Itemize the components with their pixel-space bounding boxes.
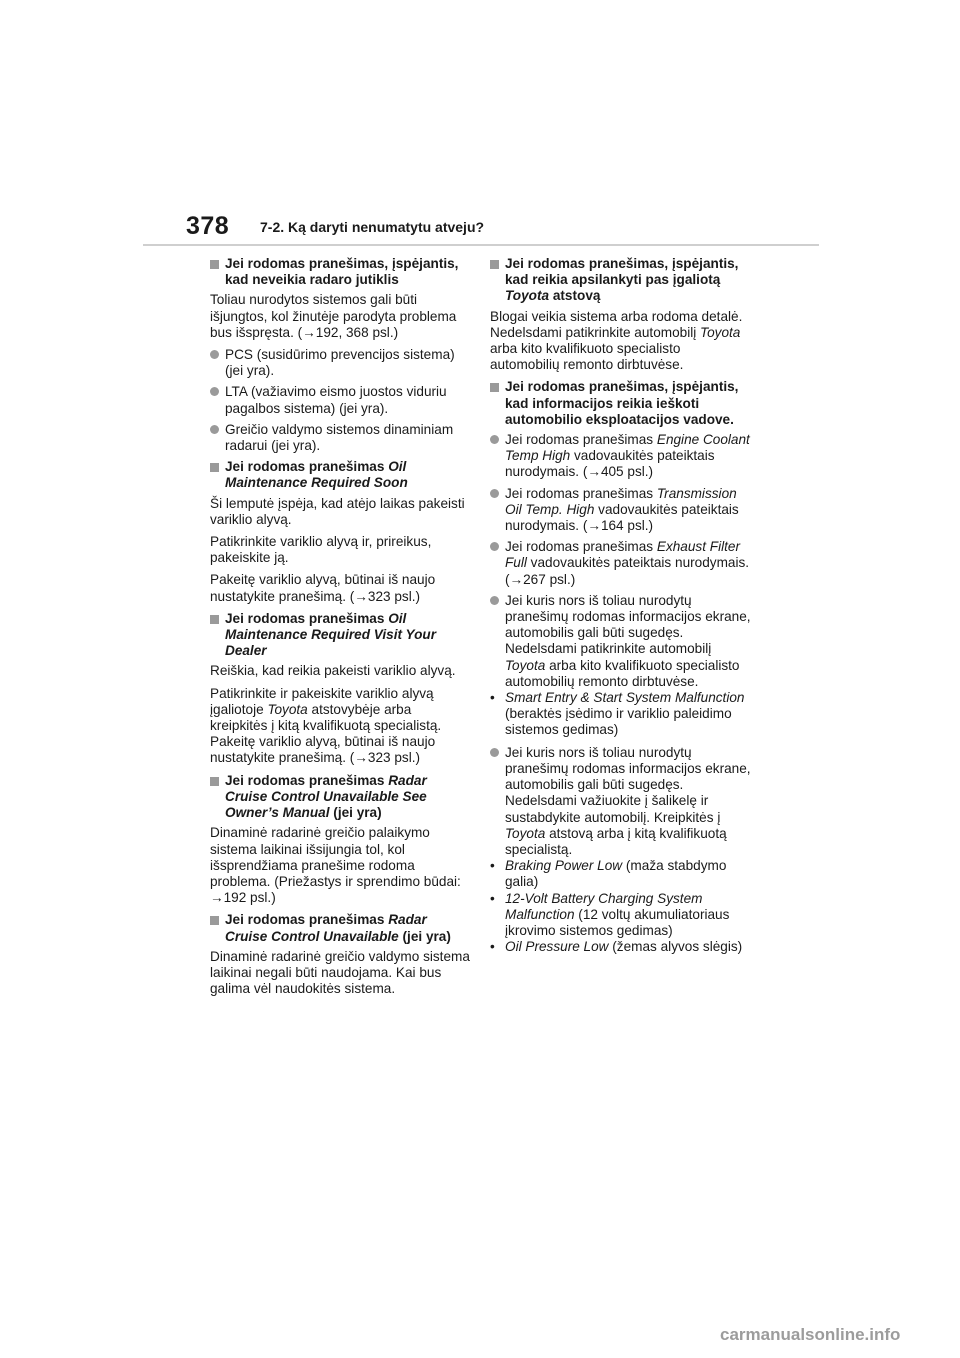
bullet-item <box>490 745 752 858</box>
page-number: 378 <box>186 212 230 240</box>
text: vadovaukitės pateiktais nurodymais. (→164 psl.) <box>505 501 739 534</box>
section-heading-radar-cruise-manual <box>210 773 472 822</box>
section-heading-oil-dealer <box>210 611 472 660</box>
brand-name: Toyota <box>267 701 308 717</box>
heading-text: atstovą <box>549 288 601 304</box>
text: arba kito kvalifikuoto specialisto automobilių remonto dirbtuvėse. <box>490 341 684 373</box>
page-header <box>0 0 960 250</box>
heading-text: (jei yra) <box>398 928 451 944</box>
paragraph: Dinaminė radarinė greičio palaikymo sistema laikinai išsijungia tol, kol išsprendžiama pranešime rodoma problema. (Priežastys ir sprendimo būdai: →192 psl.) <box>210 825 461 906</box>
text: Patikrinkite ir pakeiskite variklio alyvą įgaliotoje <box>210 685 434 717</box>
section-heading-radar-sensor: Jei rodomas pranešimas, įspėjantis, kad neveikia radaro jutiklis <box>210 256 472 288</box>
dash-item <box>490 858 752 890</box>
heading-text: Jei rodomas pranešimas <box>225 459 389 475</box>
chapter-title: 7-2. Ką daryti nenumatytu atveju? <box>260 219 485 235</box>
message-name: Engine Coolant Temp High <box>505 432 750 464</box>
heading-text: Jei rodomas pranešimas, įspėjantis, kad reikia apsilankyti pas įgaliotą <box>505 256 739 288</box>
paragraph: Pakeitę variklio alyvą, būtinai iš naujo nustatykite pranešimą. (→323 psl.) <box>210 572 436 604</box>
message-name: Oil Pressure Low <box>505 939 609 955</box>
message-name: Transmission Oil Temp. High <box>505 485 737 517</box>
bullet-item: Greičio valdymo sistemos dinaminiam radarui (jei yra). <box>210 422 472 454</box>
message-name: Smart Entry & Start System Malfunction <box>505 690 745 706</box>
header-divider <box>143 244 819 246</box>
heading-text: (jei yra) <box>329 805 382 821</box>
brand-name: Toyota <box>700 324 741 340</box>
heading-text: Jei rodomas pranešimas <box>225 772 389 788</box>
message-name: Radar Cruise Control Unavailable <box>225 912 427 944</box>
text: Jei rodomas pranešimas <box>505 485 657 501</box>
section-heading-radar-cruise <box>210 912 472 944</box>
message-name: Oil Maintenance Required Visit Your Dealer <box>225 610 437 659</box>
text: Jei rodomas pranešimas <box>505 539 657 555</box>
section-heading-owner-manual: Jei rodomas pranešimas, įspėjantis, kad informacijos reikia ieškoti automobilio eksploatacijos vadove. <box>490 379 752 428</box>
message-name: Radar Cruise Control Unavailable See Owner’s Manual <box>225 772 427 821</box>
left-column <box>210 256 472 1003</box>
heading-text: Jei rodomas pranešimas <box>225 610 389 626</box>
right-column <box>490 256 752 955</box>
bullet-item: PCS (susidūrimo prevencijos sistema) (jei yra). <box>210 347 472 379</box>
text: (12 voltų akumuliatoriaus įkrovimo sistemos gedimas) <box>505 906 730 938</box>
text: Jei kuris nors iš toliau nurodytų pranešimų rodomas informacijos ekrane, automobilis gali būti sugedęs. Nedelsdami važiuokite į šalikelę ir sustabdykite automobilį. Kreipkitės į <box>505 744 751 825</box>
brand-name: Toyota <box>505 657 546 673</box>
dash-item <box>490 891 752 940</box>
paragraph: Dinaminė radarinė greičio valdymo sistema laikinai negali būti naudojama. Kai bus galima vėl naudokitės sistema. <box>210 948 470 997</box>
text: (maža stabdymo galia) <box>505 858 727 890</box>
paragraph: Patikrinkite variklio alyvą ir, prireikus, pakeiskite ją. <box>210 534 432 566</box>
text: Jei kuris nors iš toliau nurodytų pranešimų rodomas informacijos ekrane, automobilis gali būti sugedęs. Nedelsdami patikrinkite automobilį <box>505 592 751 657</box>
dash-item <box>490 939 752 955</box>
bullet-item <box>490 593 752 690</box>
watermark: carmanualsonline.info <box>720 1325 901 1344</box>
paragraph: Reiškia, kad reikia pakeisti variklio alyvą. <box>210 663 456 679</box>
paragraph: Ši lemputė įspėja, kad atėjo laikas pakeisti variklio alyvą. <box>210 495 465 527</box>
bullet-item <box>490 539 752 588</box>
text: (žemas alyvos slėgis) <box>608 939 743 955</box>
message-name: Exhaust Filter Full <box>505 539 740 571</box>
section-heading-visit-dealer <box>490 256 752 305</box>
paragraph: Toliau nurodytos sistemos gali būti išjungtos, kol žinutėje parodyta problema bus išspręsta. (→192, 368 psl.) <box>210 292 457 340</box>
text: (beraktės įsėdimo ir variklio paleidimo sistemos gedimas) <box>505 706 732 738</box>
paragraph <box>490 309 752 374</box>
bullet-item: LTA (važiavimo eismo juostos viduriu pagalbos sistema) (jei yra). <box>210 384 472 416</box>
message-name: Braking Power Low <box>505 858 623 874</box>
bullet-item <box>490 486 752 535</box>
text: atstovą arba į kitą kvalifikuotą specialistą. <box>505 825 727 857</box>
dash-item <box>490 690 752 739</box>
section-heading-oil-soon <box>210 459 472 491</box>
text: arba kito kvalifikuoto specialisto automobilių remonto dirbtuvėse. <box>505 657 740 689</box>
message-name: 12-Volt Battery Charging System Malfunction <box>505 890 703 922</box>
brand-name: Toyota <box>505 825 546 841</box>
text: atstovybėje arba kreipkitės į kitą kvalifikuotą specialistą. Pakeitę variklio alyvą, būtinai iš naujo nustatykite pranešimą. (→323 psl.) <box>210 701 442 766</box>
text: Blogai veikia sistema arba rodoma detalė. Nedelsdami patikrinkite automobilį <box>490 308 743 340</box>
paragraph <box>210 686 472 767</box>
message-name: Oil Maintenance Required Soon <box>225 459 408 491</box>
text: Jei rodomas pranešimas <box>505 432 657 448</box>
brand-name: Toyota <box>505 288 550 304</box>
text: vadovaukitės pateiktais nurodymais. (→405 psl.) <box>505 448 715 480</box>
text: vadovaukitės pateiktais nurodymais. (→267 psl.) <box>505 555 750 587</box>
heading-text: Jei rodomas pranešimas <box>225 912 389 928</box>
bullet-item <box>490 432 752 481</box>
